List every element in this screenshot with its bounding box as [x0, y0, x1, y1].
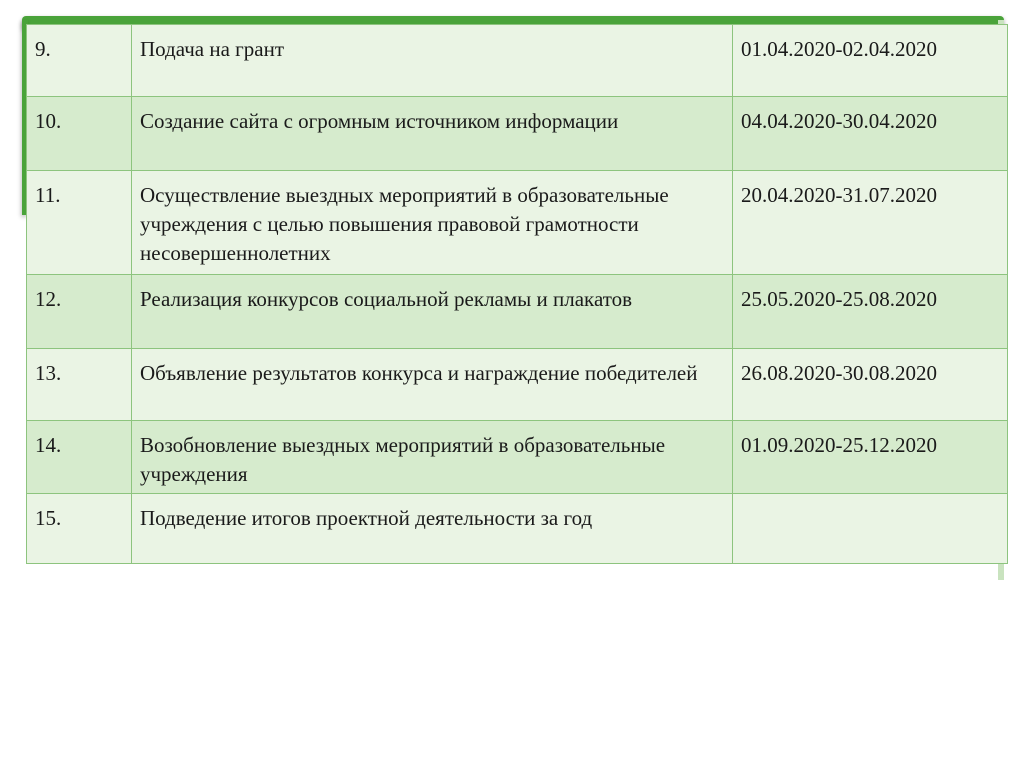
row-dates: 25.05.2020-25.08.2020: [733, 275, 1008, 349]
table-row: [27, 97, 1008, 171]
row-number: 10.: [27, 97, 132, 171]
row-task: Реализация конкурсов социальной рекламы и плакатов: [132, 275, 733, 349]
table-row: [27, 25, 1008, 97]
row-number: 15.: [27, 494, 132, 564]
row-dates: [733, 494, 1008, 564]
row-dates: 01.04.2020-02.04.2020: [733, 25, 1008, 97]
row-dates: 04.04.2020-30.04.2020: [733, 97, 1008, 171]
table-row: [27, 494, 1008, 564]
row-task: Объявление результатов конкурса и награждение победителей: [132, 349, 733, 421]
row-number: 14.: [27, 421, 132, 494]
row-dates: 26.08.2020-30.08.2020: [733, 349, 1008, 421]
row-task: Создание сайта с огромным источником информации: [132, 97, 733, 171]
row-task: Осуществление выездных мероприятий в образовательные учреждения с целью повышения правовой грамотности несовершеннолетних: [132, 171, 733, 275]
row-dates: 20.04.2020-31.07.2020: [733, 171, 1008, 275]
row-dates: 01.09.2020-25.12.2020: [733, 421, 1008, 494]
schedule-table: [26, 24, 1008, 564]
row-task: Подача на грант: [132, 25, 733, 97]
row-number: 9.: [27, 25, 132, 97]
row-task: Подведение итогов проектной деятельности за год: [132, 494, 733, 564]
row-number: 13.: [27, 349, 132, 421]
row-task: Возобновление выездных мероприятий в образовательные учреждения: [132, 421, 733, 494]
row-number: 11.: [27, 171, 132, 275]
row-number: 12.: [27, 275, 132, 349]
table-row: [27, 421, 1008, 494]
table-row: [27, 171, 1008, 275]
table-row: [27, 349, 1008, 421]
table-row: [27, 275, 1008, 349]
